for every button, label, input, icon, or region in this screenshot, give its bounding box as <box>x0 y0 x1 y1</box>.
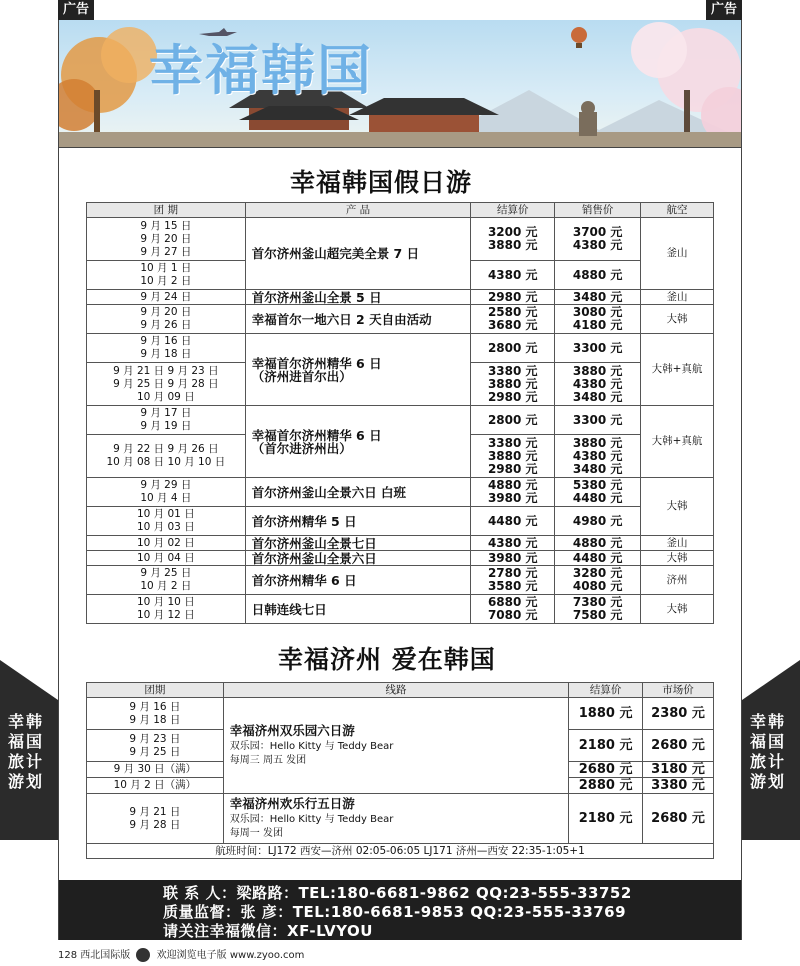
col-header-route: 线路 <box>223 683 568 698</box>
dates: 9 月 30 日（满） <box>87 762 224 778</box>
settle-price: 2880 元 <box>569 778 643 794</box>
side-text-left: 幸韩 福国 旅计 游划 <box>8 712 45 791</box>
dates: 10 月 04 日 <box>87 551 246 566</box>
product: 首尔济州釜山全景 5 日 <box>245 290 471 305</box>
publisher-logo-icon <box>136 948 150 962</box>
dates: 9 月 17 日 9 月 19 日 <box>87 406 246 435</box>
wechat-line: 请关注幸福微信：XF-LVYOU <box>163 922 373 940</box>
col-header-settle: 结算价 <box>471 203 555 218</box>
side-tab-right <box>742 660 800 840</box>
route-schedule: 每周三 周五 发团 <box>229 754 307 766</box>
tour-table-jeju <box>86 682 714 859</box>
sale-price: 4980 元 <box>555 507 641 536</box>
side-tab-left <box>0 660 58 840</box>
dates: 9 月 16 日 9 月 18 日 <box>87 334 246 363</box>
dates: 9 月 20 日 9 月 26 日 <box>87 305 246 334</box>
ad-label-right: 广告 <box>706 0 742 20</box>
col-header-sale: 销售价 <box>555 203 641 218</box>
contact-line: 联 系 人：梁路路：TEL:180-6681-9862 QQ:23-555-33752 <box>163 884 632 902</box>
route-detail: 双乐园：Hello Kitty 与 Teddy Bear <box>229 813 394 825</box>
edition: 西北国际版 <box>80 950 131 961</box>
col-header-market: 市场价 <box>643 683 714 698</box>
settle-price: 2800 元 <box>471 406 555 435</box>
market-price: 3380 元 <box>643 778 714 794</box>
col-header-settle: 结算价 <box>569 683 643 698</box>
settle-price: 4880 元 3980 元 <box>471 478 555 507</box>
market-price: 2680 元 <box>643 730 714 762</box>
sale-price: 4480 元 <box>555 551 641 566</box>
sale-price: 4880 元 <box>555 261 641 290</box>
dates: 9 月 23 日 9 月 25 日 <box>87 730 224 762</box>
market-price: 3180 元 <box>643 762 714 778</box>
product: 首尔济州釜山全景六日 白班 <box>245 478 471 507</box>
sale-price: 3300 元 <box>555 406 641 435</box>
page-number: 128 <box>58 950 78 961</box>
airline: 釜山 <box>641 290 714 305</box>
dates: 9 月 21 日 9 月 23 日 9 月 25 日 9 月 28 日 10 月 09 日 <box>87 363 246 406</box>
product: 首尔济州釜山超完美全景 7 日 <box>245 218 471 290</box>
dates: 9 月 24 日 <box>87 290 246 305</box>
dates: 10 月 2 日（满） <box>87 778 224 794</box>
sale-price: 3300 元 <box>555 334 641 363</box>
airline: 大韩 <box>641 478 714 536</box>
sale-price: 3280 元 4080 元 <box>555 566 641 595</box>
settle-price: 2980 元 <box>471 290 555 305</box>
route-1 <box>223 698 568 794</box>
airline: 釜山 <box>641 536 714 551</box>
sale-price: 3700 元 4380 元 <box>555 218 641 261</box>
settle-price: 2680 元 <box>569 762 643 778</box>
product: 首尔济州精华 5 日 <box>245 507 471 536</box>
sale-price: 3080 元 4180 元 <box>555 305 641 334</box>
contact-block <box>59 880 741 940</box>
col-header-dates: 团期 <box>87 683 224 698</box>
settle-price: 2800 元 <box>471 334 555 363</box>
dates: 9 月 16 日 9 月 18 日 <box>87 698 224 730</box>
airline: 大韩+真航 <box>641 406 714 478</box>
route-name: 幸福济州欢乐行五日游 <box>229 795 355 811</box>
airline: 大韩+真航 <box>641 334 714 406</box>
settle-price: 3380 元 3880 元 2980 元 <box>471 363 555 406</box>
airline: 大韩 <box>641 305 714 334</box>
settle-price: 6880 元 7080 元 <box>471 595 555 624</box>
flight-info: 航班时间：LJ172 西安—济州 02:05-06:05 LJ171 济州—西安 22:35-1:05+1 <box>87 844 714 859</box>
footer-link: 欢迎浏览电子版 www.zyoo.com <box>156 950 305 961</box>
dates: 10 月 02 日 <box>87 536 246 551</box>
dates: 9 月 22 日 9 月 26 日 10 月 08 日 10 月 10 日 <box>87 435 246 478</box>
dates: 10 月 01 日 10 月 03 日 <box>87 507 246 536</box>
settle-price: 3200 元 3880 元 <box>471 218 555 261</box>
ad-label-left: 广告 <box>58 0 94 20</box>
sale-price: 5380 元 4480 元 <box>555 478 641 507</box>
settle-price: 1880 元 <box>569 698 643 730</box>
settle-price: 2580 元 3680 元 <box>471 305 555 334</box>
market-price: 2680 元 <box>643 794 714 844</box>
settle-price: 2180 元 <box>569 794 643 844</box>
dates: 10 月 1 日 10 月 2 日 <box>87 261 246 290</box>
footer <box>58 946 304 962</box>
section1-title: 幸福韩国假日游 <box>290 168 473 197</box>
product: 幸福首尔济州精华 6 日 （济州进首尔出） <box>245 334 471 406</box>
airline: 大韩 <box>641 551 714 566</box>
settle-price: 2180 元 <box>569 730 643 762</box>
route-name: 幸福济州双乐园六日游 <box>229 722 355 738</box>
airline: 济州 <box>641 566 714 595</box>
side-text-right: 幸韩 福国 旅计 游划 <box>750 712 787 791</box>
product: 幸福首尔一地六日 2 天自由活动 <box>245 305 471 334</box>
dates: 10 月 10 日 10 月 12 日 <box>87 595 246 624</box>
sale-price: 3880 元 4380 元 3480 元 <box>555 435 641 478</box>
settle-price: 4480 元 <box>471 507 555 536</box>
product: 首尔济州精华 6 日 <box>245 566 471 595</box>
quality-line: 质量监督：张 彦：TEL:180-6681-9853 QQ:23-555-33769 <box>163 903 627 921</box>
route-detail: 双乐园：Hello Kitty 与 Teddy Bear <box>229 740 394 752</box>
banner-title: 幸福韩国 <box>149 39 373 102</box>
route-2 <box>223 794 568 844</box>
sale-price: 4880 元 <box>555 536 641 551</box>
tour-table-korea <box>86 202 714 624</box>
product: 首尔济州釜山全景七日 <box>245 536 471 551</box>
dates: 9 月 25 日 10 月 2 日 <box>87 566 246 595</box>
settle-price: 3980 元 <box>471 551 555 566</box>
dates: 9 月 29 日 10 月 4 日 <box>87 478 246 507</box>
dates: 9 月 15 日 9 月 20 日 9 月 27 日 <box>87 218 246 261</box>
col-header-airline: 航空 <box>641 203 714 218</box>
col-header-dates: 团 期 <box>87 203 246 218</box>
section2-title: 幸福济州 爱在韩国 <box>278 645 496 674</box>
sale-price: 3480 元 <box>555 290 641 305</box>
settle-price: 2780 元 3580 元 <box>471 566 555 595</box>
sale-price: 7380 元 7580 元 <box>555 595 641 624</box>
airline: 大韩 <box>641 595 714 624</box>
col-header-product: 产 品 <box>245 203 471 218</box>
product: 幸福首尔济州精华 6 日 （首尔进济州出） <box>245 406 471 478</box>
route-schedule: 每周一 发团 <box>229 827 283 839</box>
product: 日韩连线七日 <box>245 595 471 624</box>
settle-price: 4380 元 <box>471 536 555 551</box>
dates: 9 月 21 日 9 月 28 日 <box>87 794 224 844</box>
settle-price: 3380 元 3880 元 2980 元 <box>471 435 555 478</box>
market-price: 2380 元 <box>643 698 714 730</box>
banner <box>59 20 741 148</box>
airline: 釜山 <box>641 218 714 290</box>
settle-price: 4380 元 <box>471 261 555 290</box>
sale-price: 3880 元 4380 元 3480 元 <box>555 363 641 406</box>
product: 首尔济州釜山全景六日 <box>245 551 471 566</box>
